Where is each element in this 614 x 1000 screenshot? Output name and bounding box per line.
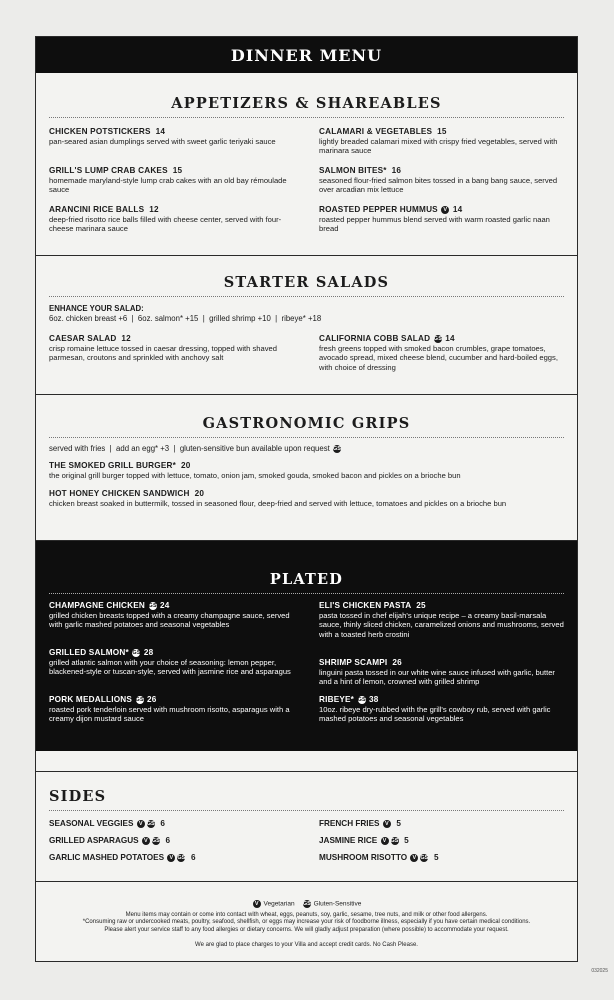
menu-item: CHICKEN POTSTICKERS 14 pan-seared asian dumplings served with sweet garlic teriyaki sauce xyxy=(49,127,276,146)
side-item: FRENCH FRIES V 5 xyxy=(319,819,401,828)
side-item: GARLIC MASHED POTATOES V GS 6 xyxy=(49,853,196,862)
menu-item: SHRIMP SCAMPI 26 linguini pasta tossed in our white wine sauce infused with garlic, butter and a hint of lemon, crowned with grilled shrimp xyxy=(319,658,555,687)
menu-item: CAESAR SALAD 12 crisp romaine lettuce tossed in caesar dressing, topped with shaved parmesan, croutons and sprinkled with anchovy salt xyxy=(49,334,277,363)
enhance-options: 6oz. chicken breast +6 | 6oz. salmon* +15 | grilled shrimp +10 | ribeye* +18 xyxy=(49,314,322,323)
sides-section xyxy=(36,771,577,881)
menu-item: RIBEYE* GS 38 10oz. ribeye dry-rubbed with the grill's cowboy rub, served with garlic mashed potatoes and seasonal vegetables xyxy=(319,695,551,724)
vegetarian-icon: V xyxy=(137,820,145,828)
plated-title: PLATED xyxy=(269,571,344,588)
vegetarian-icon: V xyxy=(381,837,389,845)
gluten-sensitive-icon: GS xyxy=(135,696,144,703)
allergen-note: Menu items may contain or come into contact with wheat, eggs, peanuts, soy, garlic, sesame, tree nuts, and milk or other food allergens. *Consuming raw or undercooked meats, poultry, seafood, shellfish, or eggs may increase your risk of foodborne illness, especially if you have certain medical conditions. Please alert your service staff to any food allergies or dietary concerns. We will gladly adjust preparation (where possible) to accommodate your request. xyxy=(82,912,531,933)
menu-code: 032025 xyxy=(591,968,608,974)
salads-title: STARTER SALADS xyxy=(223,274,390,291)
side-item: JASMINE RICE V GS 5 xyxy=(319,836,409,845)
menu-item: THE SMOKED GRILL BURGER* 20 the original grill burger topped with lettuce, tomato, onion jam, smoked gouda, smoked bacon and pickles on a brioche bun xyxy=(49,461,461,480)
vegetarian-icon: V xyxy=(383,820,391,828)
vegetarian-icon: V xyxy=(253,900,261,908)
menu-item: ROASTED PEPPER HUMMUS V 14 roasted pepper hummus blend served with warm roasted garlic naan bread xyxy=(319,205,550,234)
menu-banner: DINNER MENU xyxy=(36,37,577,73)
footer-section xyxy=(36,881,577,961)
enhance-label: ENHANCE YOUR SALAD: xyxy=(49,304,144,313)
menu-item: HOT HONEY CHICKEN SANDWICH 20 chicken breast soaked in buttermilk, tossed in seasoned flour, deep-fried and served with lettuce, tomatoes and pickles on a brioche bun xyxy=(49,489,507,508)
gluten-sensitive-icon: GS xyxy=(148,602,157,609)
menu-item: GRILL'S LUMP CRAB CAKES 15 homemade maryland-style lump crab cakes with an old bay rémoulade sauce xyxy=(49,166,287,195)
gluten-sensitive-icon: GS xyxy=(390,837,399,844)
legend: V Vegetarian GS Gluten-Sensitive xyxy=(36,900,577,908)
menu-item: CHAMPAGNE CHICKEN GS 24 grilled chicken breasts topped with a creamy champagne sauce, served with garlic mashed potatoes and seasonal vegetables xyxy=(49,601,290,630)
payment-note: We are glad to place charges to your Villa and accept credit cards. No Cash Please. xyxy=(195,942,418,948)
grips-title: GASTRONOMIC GRIPS xyxy=(202,415,411,432)
vegetarian-icon: V xyxy=(410,854,418,862)
gluten-sensitive-icon: GS xyxy=(151,837,160,844)
menu-item: PORK MEDALLIONS GS 26 roasted pork tenderloin served with mushroom risotto, asparagus with a creamy dijon mustard sauce xyxy=(49,695,290,724)
vegetarian-icon: V xyxy=(441,206,449,214)
side-item: GRILLED ASPARAGUS V GS 6 xyxy=(49,836,171,845)
menu-item: ARANCINI RICE BALLS 12 deep-fried risotto rice balls filled with cheese center, served with four-cheese marinara sauce xyxy=(49,205,282,234)
gluten-sensitive-icon: GS xyxy=(302,901,311,907)
salads-section xyxy=(36,255,577,394)
grips-section xyxy=(36,394,577,540)
menu-item: SALMON BITES* 16 seasoned flour-fried salmon bites tossed in a bang bang sauce, served over arcadian mix lettuce xyxy=(319,166,558,195)
gluten-sensitive-icon: GS xyxy=(132,649,141,656)
side-item: SEASONAL VEGGIES V GS 6 xyxy=(49,819,165,828)
plated-section xyxy=(36,540,577,751)
menu-item: CALAMARI & VEGETABLES 15 lightly breaded calamari mixed with crispy fried vegetables, served with marinara sauce xyxy=(319,127,558,156)
menu-item: CALIFORNIA COBB SALAD GS 14 fresh greens topped with smoked bacon crumbles, grape tomatoes, avocado spread, mixed cheese blend, cucumber and hard-boiled eggs, with choice of dressing xyxy=(319,334,558,372)
gluten-sensitive-icon: GS xyxy=(420,854,429,861)
gluten-sensitive-icon: GS xyxy=(357,696,366,703)
gluten-sensitive-icon: GS xyxy=(177,854,186,861)
menu-item: GRILLED SALMON* GS 28 grilled atlantic salmon with your choice of seasoning: lemon pepper, blackened-style or tuscan-style, served with jasmine rice and asparagus xyxy=(49,648,291,677)
gluten-sensitive-icon: GS xyxy=(433,335,443,342)
vegetarian-icon: V xyxy=(142,837,150,845)
gluten-sensitive-icon: GS xyxy=(333,445,341,452)
vegetarian-icon: V xyxy=(167,854,175,862)
appetizers-section xyxy=(36,73,577,255)
dinner-menu xyxy=(35,36,578,962)
appetizers-title: APPETIZERS & SHAREABLES xyxy=(171,95,442,112)
side-item: MUSHROOM RISOTTO V GS 5 xyxy=(319,853,439,862)
grips-note: served with fries | add an egg* +3 | gluten-sensitive bun available upon request GS xyxy=(49,444,341,453)
menu-item: ELI'S CHICKEN PASTA 25 pasta tossed in chef elijah's unique recipe – a creamy basil-marsala sauce, thinly sliced chicken, caramelized onions and mushrooms, served with a toasted herb crostini xyxy=(319,601,564,639)
gluten-sensitive-icon: GS xyxy=(146,820,155,827)
sides-title: SIDES xyxy=(49,788,107,805)
